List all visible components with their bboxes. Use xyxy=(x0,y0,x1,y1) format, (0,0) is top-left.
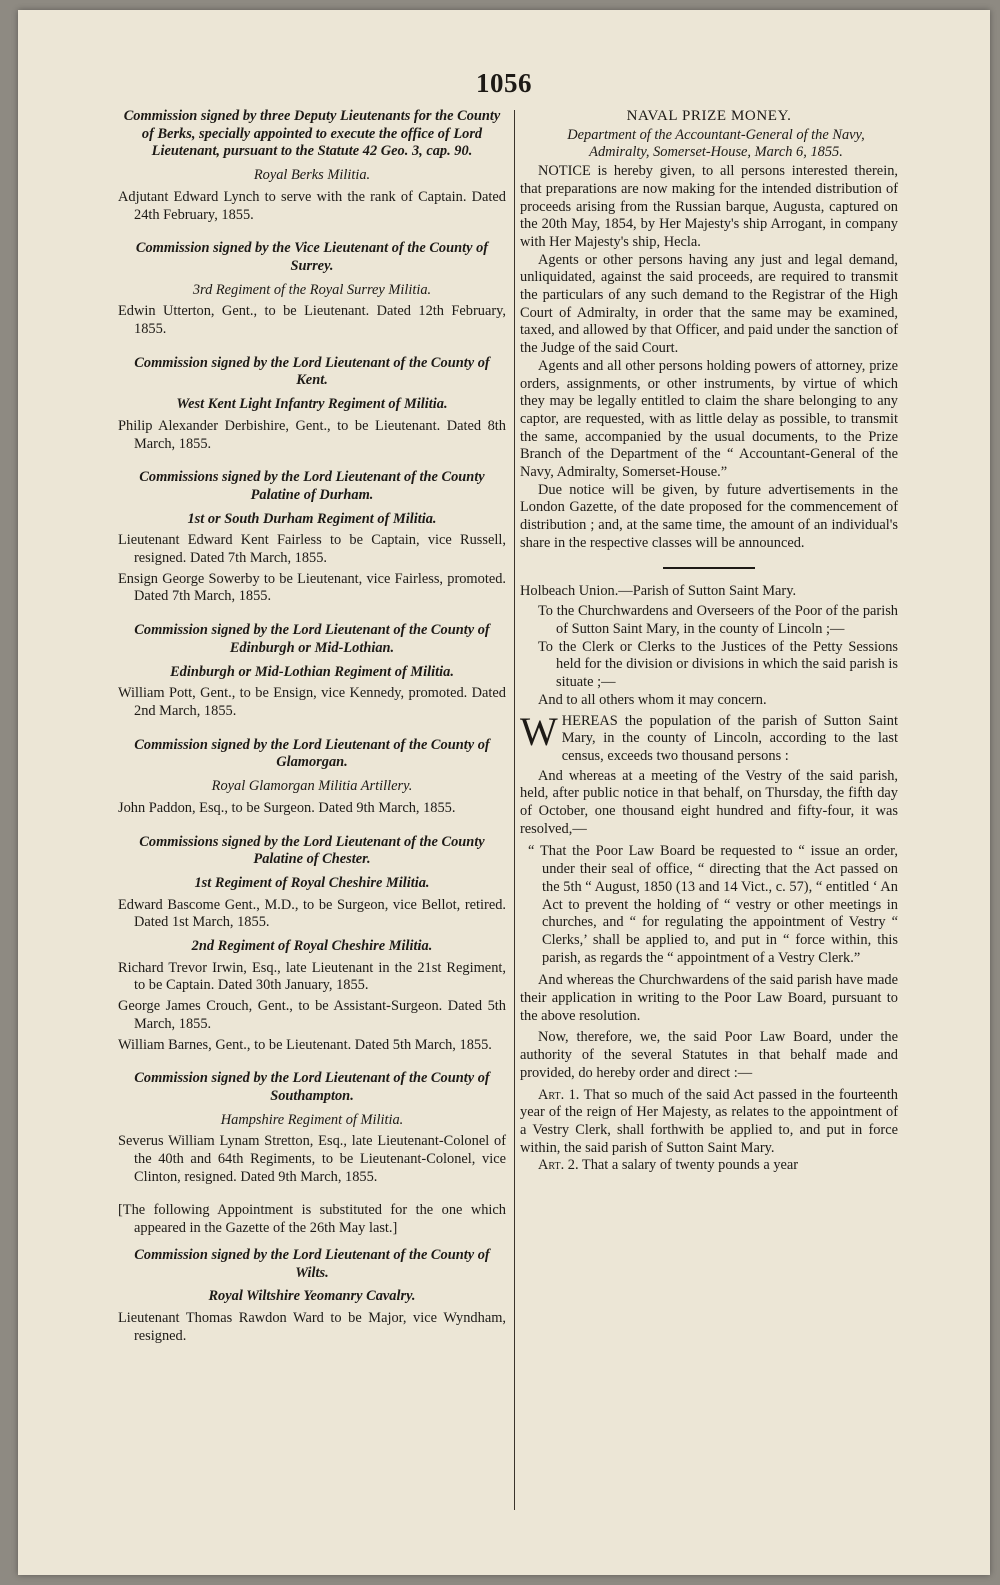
appointment-entry: Lieutenant Edward Kent Fairless to be Captain, vice Russell, resigned. Dated 7th March, 1855. xyxy=(118,532,506,567)
regiment-name: Royal Glamorgan Militia Artillery. xyxy=(211,778,413,795)
regiment-name: Edinburgh or Mid-Lothian Regiment of Militia. xyxy=(170,663,454,680)
addressee-all: And to all others whom it may concern. xyxy=(538,691,767,708)
appointment-entry: Ensign George Sowerby to be Lieutenant, vice Fairless, promoted. Dated 7th March, 1855. xyxy=(118,570,506,605)
section-heading: Commissions signed by the Lord Lieutenant of the County Palatine of Chester. xyxy=(139,833,485,868)
regiment-name: West Kent Light Infantry Regiment of Militia. xyxy=(176,396,448,413)
section-heading: Commission signed by the Lord Lieutenant of the County of Glamorgan. xyxy=(134,736,490,771)
section-berks xyxy=(118,108,506,224)
notice-title: NAVAL PRIZE MONEY. xyxy=(626,108,792,124)
article-text: That a salary of twenty pounds a year xyxy=(581,1157,799,1174)
section-southampton xyxy=(118,1070,506,1186)
section-heading: Commission signed by the Lord Lieutenant of the County of Edinburgh or Mid-Lothian. xyxy=(134,622,490,656)
notice-paragraph: Due notice will be given, by future advertisements in the London Gazette, of the date proposed for the commencement of distribution ; and, at the same time, the amount of an individual's share in the respective classes will be announced. xyxy=(520,481,898,551)
gazette-page xyxy=(18,10,990,1575)
section-surrey xyxy=(118,240,506,339)
appointment-entry: Severus William Lynam Stretton, Esq., late Lieutenant-Colonel of the 40th and 64th Regiments, to be Lieutenant-Colonel, vice Clinton, resigned. Dated 9th March, 1855. xyxy=(118,1133,506,1185)
notice-paragraph: NOTICE is hereby given, to all persons interested therein, that preparations are now making for the intended distribution of proceeds arising from the Russian barque, Augusta, captured on the 20th May, 1854, by Her Majesty's ship Arrogant, in company with Her Majesty's ship, Hecla. xyxy=(520,163,898,250)
order-paragraph: And whereas the Churchwardens of the said parish have made their application in writing to the Poor Law Board, pursuant to the above resolution. xyxy=(520,972,898,1024)
notice-paragraph: Agents or other persons having any just and legal demand, unliquidated, against the said proceeds, are required to transmit the particulars of any such demand to the Registrar of the High Court of Admiralty, in order that the same may be examined, taxed, and allowed by that Officer, and paid under the sanction of the Judge of the said Court. xyxy=(520,251,898,357)
article-text: That so much of the said Act passed in the fourteenth year of the reign of Her Majesty, as relates to the appointment of a Vestry Clerk, shall forthwith be applied to, and put in force within, the said parish of Sutton Saint Mary. xyxy=(520,1086,898,1156)
order-paragraph: And whereas at a meeting of the Vestry of the said parish, held, after public notice in that behalf, on Thursday, the fifth day of October, one thousand eight hundred and fifty-four, it was resolved,— xyxy=(520,767,898,837)
article-label: Art. 2. xyxy=(538,1157,579,1174)
addressee: To the Churchwardens and Overseers of the Poor of the parish of Sutton Saint Mary, in the county of Lincoln ;— xyxy=(538,603,898,637)
section-heading: Commission signed by the Vice Lieutenant of the County of Surrey. xyxy=(135,240,489,274)
section-glamorgan xyxy=(118,737,506,818)
regiment-name: Royal Wiltshire Yeomanry Cavalry. xyxy=(208,1288,416,1305)
appointment-entry: John Paddon, Esq., to be Surgeon. Dated 9th March, 1855. xyxy=(118,799,456,816)
appointment-entry: Edward Bascome Gent., M.D., to be Surgeon, vice Bellot, retired. Dated 1st March, 1855. xyxy=(118,896,506,931)
section-heading: Commission signed by three Deputy Lieutenants for the County of Berks, specially appointed to execute the office of Lord Lieutenant, pursuant to the Statute 42 Geo. 3, cap. 90. xyxy=(123,108,501,160)
article-label: Art. 1. xyxy=(538,1086,580,1103)
appointment-entry: Adjutant Edward Lynch to serve with the rank of Captain. Dated 24th February, 1855. xyxy=(118,188,506,223)
addressee: To the Clerk or Clerks to the Justices of the Petty Sessions held for the division or divisions in which the said parish is situate ;— xyxy=(538,638,898,691)
appointment-entry: William Pott, Gent., to be Ensign, vice Kennedy, promoted. Dated 2nd March, 1855. xyxy=(118,685,506,719)
regiment-name: Hampshire Regiment of Militia. xyxy=(220,1111,404,1128)
whereas-text: HEREAS the population of the parish of Sutton Saint Mary, in the county of Lincoln, according to the last census, exceeds two thousand persons : xyxy=(561,712,898,764)
article-2 xyxy=(520,1157,898,1175)
department-line: Department of the Accountant-General of the Navy, Admiralty, Somerset-House, March 6, 1855. xyxy=(567,126,865,161)
regiment-name: 1st Regiment of Royal Cheshire Militia. xyxy=(194,874,430,891)
right-column xyxy=(520,108,898,1175)
appointment-entry: William Barnes, Gent., to be Lieutenant. Dated 5th March, 1855. xyxy=(118,1036,492,1053)
column-divider xyxy=(514,110,515,1510)
section-heading: Commission signed by the Lord Lieutenant of the County of Southampton. xyxy=(134,1070,490,1104)
notice-paragraph: Agents and all other persons holding powers of attorney, prize orders, assignments, or other instruments, by virtue of which they may be legally entitled to claim the share belonging to any captor, are requested, with as little delay as possible, to transmit the same, accompanied by the usual documents, to the Prize Branch of the Department of the “ Accountant-General of the Navy, Admiralty, Somerset-House.” xyxy=(520,357,898,481)
regiment-name: 2nd Regiment of Royal Cheshire Militia. xyxy=(191,938,433,955)
section-heading: Commissions signed by the Lord Lieutenant of the County Palatine of Durham. xyxy=(139,469,485,503)
resolution-quote: “ That the Poor Law Board be requested to “ issue an order, under their seal of office, “ directing that the Act passed on the 5th “ August, 1850 (13 and 14 Vict., c. 57), “ entitled ‘ An Act to prevent the holding of “ vestry or other meetings in churches, and “ for regulating the appointment of Vestry “ Clerks,’ shall be applied to, and put in “ force within, this parish, as regards the “ appointment of a Vestry Clerk.” xyxy=(528,843,898,966)
section-chester xyxy=(118,834,506,1055)
appointment-entry: George James Crouch, Gent., to be Assistant-Surgeon. Dated 5th March, 1855. xyxy=(118,998,506,1032)
page-number: 1056 xyxy=(476,68,532,98)
section-durham xyxy=(118,469,506,606)
appointment-entry: Edwin Utterton, Gent., to be Lieutenant. Dated 12th February, 1855. xyxy=(118,303,506,338)
section-edinburgh xyxy=(118,622,506,721)
section-separator xyxy=(663,567,755,569)
article-1 xyxy=(520,1087,898,1158)
substitution-note: [The following Appointment is substituted for the one which appeared in the Gazette of the 26th May last.] xyxy=(118,1202,506,1237)
section-kent xyxy=(118,355,506,454)
appointment-entry: Richard Trevor Irwin, Esq., late Lieutenant in the 21st Regiment, to be Captain. Dated 30th January, 1855. xyxy=(118,959,506,994)
section-heading: Commission signed by the Lord Lieutenant of the County of Wilts. xyxy=(134,1246,490,1281)
section-wilts xyxy=(118,1247,506,1346)
appointment-entry: Philip Alexander Derbishire, Gent., to be Lieutenant. Dated 8th March, 1855. xyxy=(118,417,506,452)
regiment-name: 3rd Regiment of the Royal Surrey Militia. xyxy=(192,281,432,298)
order-paragraph: Now, therefore, we, the said Poor Law Board, under the authority of the several Statutes in that behalf made and provided, do hereby order and direct :— xyxy=(520,1029,898,1081)
left-column xyxy=(118,108,506,1348)
regiment-name: 1st or South Durham Regiment of Militia. xyxy=(187,510,437,527)
whereas-paragraph xyxy=(520,708,898,766)
appointment-entry: Lieutenant Thomas Rawdon Ward to be Major, vice Wyndham, resigned. xyxy=(118,1309,506,1344)
section-heading: Commission signed by the Lord Lieutenant of the County of Kent. xyxy=(134,354,490,389)
drop-cap: W xyxy=(520,708,558,754)
union-heading: Holbeach Union.—Parish of Sutton Saint Mary. xyxy=(520,582,797,599)
regiment-name: Royal Berks Militia. xyxy=(253,167,371,184)
